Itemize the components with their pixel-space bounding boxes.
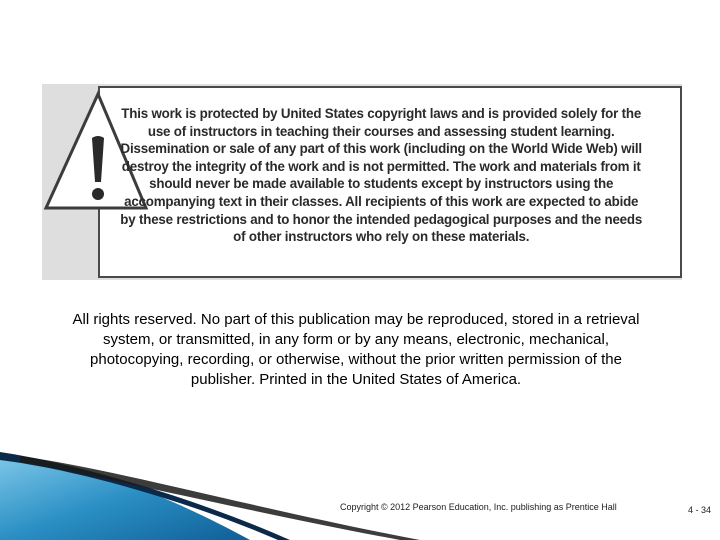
decorative-swoosh [0, 440, 420, 540]
footer-copyright: Copyright © 2012 Pearson Education, Inc. publishing as Prentice Hall [340, 502, 617, 512]
page-number: 4 - 34 [688, 505, 712, 515]
notice-text: This work is protected by United States copyright laws and is provided solely for the use of instructors in teaching their courses and assessing student learning. Dissemination or sale of any part of this work (including on the World Wide Web) will destroy the integrity of the work and is not permitted. The work and materials from it should never be made available to students except by instructors using the accompanying text in their classes. All recipients of this work are expected to abide by these restrictions and to honor the intended pedagogical purposes and the needs of other instructors who rely on these materials. [120, 106, 643, 246]
copyright-notice-image [42, 84, 682, 280]
rights-paragraph: All rights reserved. No part of this publication may be reproduced, stored in a retrieval system, or transmitted, in any form or by any means, electronic, mechanical, photocopying, recording, or otherwise, without the prior written permission of the publisher. Printed in the United States of America. [72, 311, 640, 388]
